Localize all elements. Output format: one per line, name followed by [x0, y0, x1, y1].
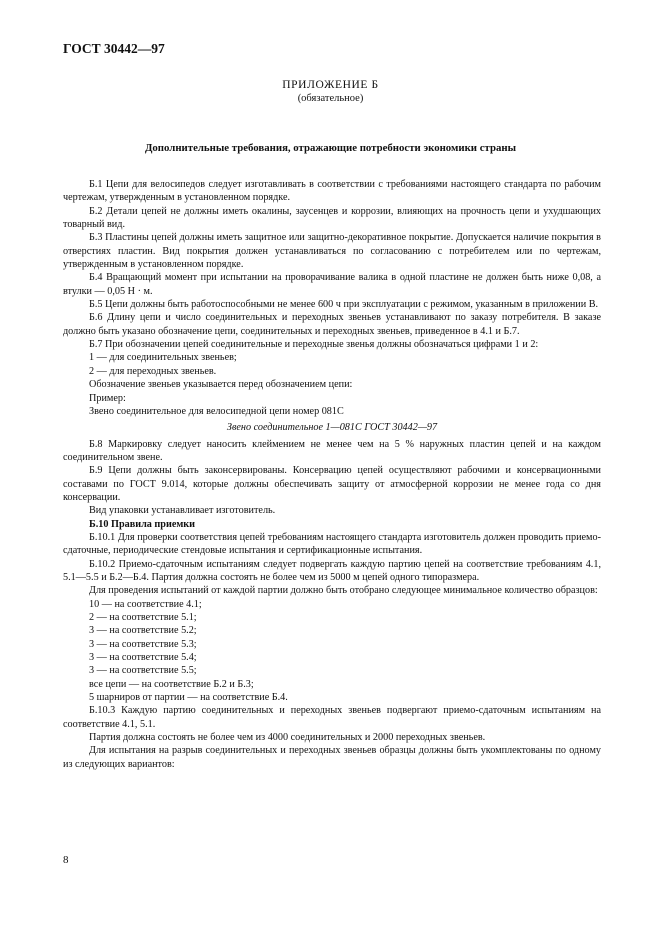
list-item: 1 — для соединительных звеньев; — [89, 352, 237, 364]
paragraph-b10-3: Б.10.3 Каждую партию соединительных и переходных звеньев подвергают приемо-сдаточным испытаниям на соответствие 4.1, 5.1. — [63, 705, 601, 730]
paragraph-b10-2: Б.10.2 Приемо-сдаточным испытаниям следует подвергать каждую партию цепей на соответствие требованиям 4.1, 5.1—5.5 и Б.2—Б.4. Партия должна состоять не более чем из 5000 м цепей одного типоразмера. — [63, 558, 601, 583]
appendix-subtitle: (обязательное) — [297, 93, 364, 104]
list-item: все цепи — на соответствие Б.2 и Б.3; — [89, 678, 254, 690]
paragraph: Обозначение звеньев указывается перед обозначением цепи: — [89, 379, 353, 391]
list-item: 3 — на соответствие 5.2; — [89, 625, 197, 637]
list-item: 3 — на соответствие 5.5; — [89, 665, 197, 677]
paragraph-b5: Б.5 Цепи должны быть работоспособными не менее 600 ч при эксплуатации с режимом, указанным в приложении В. — [89, 299, 599, 311]
list-item: 10 — на соответствие 4.1; — [89, 598, 202, 610]
paragraph-b1: Б.1 Цепи для велосипедов следует изготавливать в соответствии с требованиями настоящего стандарта по рабочим чертежам, утвержденным в установленном порядке. — [63, 179, 601, 204]
appendix-title: ПРИЛОЖЕНИЕ Б — [282, 79, 379, 91]
paragraph: Для проведения испытаний от каждой партии должно быть отобрано следующее минимальное количество образцов: — [89, 585, 598, 597]
list-item: 3 — на соответствие 5.4; — [89, 652, 197, 664]
document-body — [63, 178, 601, 771]
example-designation: Звено соединительное 1—081С ГОСТ 30442—97 — [226, 422, 438, 434]
paragraph: Партия должна состоять не более чем из 4000 соединительных и 2000 переходных звеньев. — [89, 732, 486, 744]
paragraph-b4: Б.4 Вращающий момент при испытании на проворачивание валика в одной пластине не должен быть ниже 0,08, а втулки — 0,05 Н · м. — [63, 272, 601, 297]
list-item: 2 — для переходных звеньев. — [89, 365, 217, 377]
paragraph-b2: Б.2 Детали цепей не должны иметь окалины, заусенцев и коррозии, влияющих на прочность цепи и ухудшающих товарный вид. — [63, 205, 601, 231]
example-label: Пример: — [89, 392, 126, 404]
paragraph-b6: Б.6 Длину цепи и число соединительных и переходных звеньев устанавливают по заказу потребителя. В заказе должно быть указано обозначение цепи, соединительных и переходных звеньев, приведенное в 4.1 и Б.7. — [63, 312, 601, 337]
list-item: 3 — на соответствие 5.3; — [89, 638, 197, 650]
page-number: 8 — [63, 854, 69, 866]
subsection-heading: Б.10 Правила приемки — [89, 518, 196, 530]
list-item: 5 шарниров от партии — на соответствие Б.4. — [89, 692, 288, 704]
document-header: ГОСТ 30442—97 — [63, 41, 165, 56]
paragraph: Для испытания на разрыв соединительных и переходных звеньев образцы должны быть укомплектованы по одному из следующих вариантов: — [63, 745, 601, 770]
paragraph-b3: Б.3 Пластины цепей должны иметь защитное или защитно-декоративное покрытие. Допускается наличие покрытия в отверстиях пластин. Вид покрытия должен устанавливаться по согласованию с потребителем или по чертежам, утвержденным в установленном порядке. — [63, 232, 601, 271]
paragraph-b9: Б.9 Цепи должны быть законсервированы. Консервацию цепей осуществляют рабочими и консервационными составами по ГОСТ 9.014, которые должны обеспечивать защиту от атмосферной коррозии не менее года со дня консервации. — [63, 465, 601, 503]
paragraph-b7: Б.7 При обозначении цепей соединительные и переходные звенья должны обозначаться цифрами 1 и 2: — [89, 339, 539, 351]
paragraph-b8: Б.8 Маркировку следует наносить клеймением не менее чем на 5 % наружных пластин цепей и на каждом соединительном звене. — [63, 438, 601, 463]
example-text: Звено соединительное для велосипедной цепи номер 081С — [89, 405, 344, 417]
section-title: Дополнительные требования, отражающие потребности экономики страны — [144, 142, 517, 154]
paragraph-b10-1: Б.10.1 Для проверки соответствия цепей требованиям настоящего стандарта изготовитель должен проводить приемо-сдаточные, периодические стендовые испытания и сертификационные испытания. — [63, 531, 601, 557]
paragraph: Вид упаковки устанавливает изготовитель. — [89, 505, 276, 517]
list-item: 2 — на соответствие 5.1; — [89, 612, 197, 623]
